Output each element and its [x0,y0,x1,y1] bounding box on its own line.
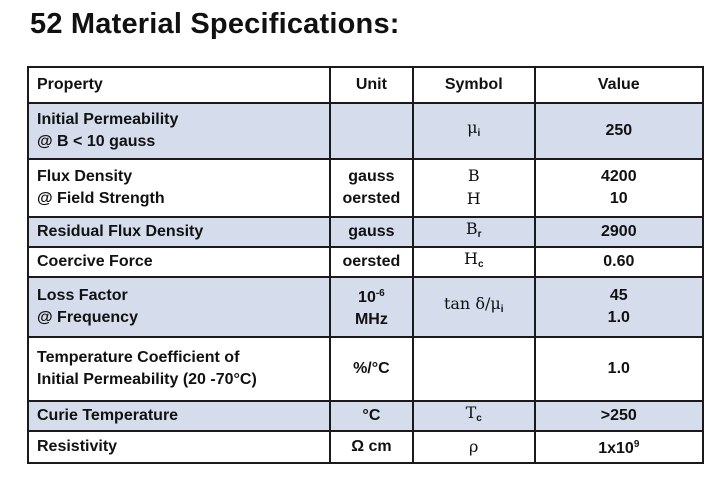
property-text: Loss Factor [37,287,128,304]
symbol-text: $T_c$ [465,403,482,424]
symbol-text: H [466,189,481,208]
symbol-text: B [467,166,480,185]
property-text: @ Field Strength [37,190,165,207]
symbol-text: $\tan \delta/\mu_i$ [443,294,504,315]
unit-text: gauss [348,223,395,240]
cell-value [535,103,703,159]
property-text: Curie Temperature [37,407,179,424]
unit-text: MHz [354,311,388,328]
unit-text: gauss [348,168,395,185]
table-row [28,217,703,247]
value-text: 4200 [601,168,637,185]
cell-property [28,103,330,159]
cell-unit [330,277,413,337]
property-text: @ Frequency [37,309,138,326]
cell-value [535,431,703,463]
property-text: Resistivity [37,438,118,455]
cell-symbol [413,277,535,337]
property-text: Temperature Coefficient of [37,349,240,366]
cell-property [28,337,330,401]
symbol-text [422,358,526,380]
table-row [28,431,703,463]
page-title: 52 Material Specifications: [30,8,400,40]
value-text: 1.0 [607,309,630,326]
property-text: Initial Permeability [37,111,179,128]
value-text: 1.0 [607,360,630,377]
cell-value [535,159,703,217]
material-spec-table [27,66,704,464]
cell-property [28,277,330,337]
header-symbol: Symbol [413,67,535,103]
symbol-text: $B_r$ [465,219,482,240]
cell-property [28,217,330,247]
unit-text: oersted [342,253,401,270]
cell-symbol [413,247,535,277]
cell-unit [330,103,413,159]
property-text: @ B < 10 gauss [37,133,156,150]
cell-symbol [413,337,535,401]
table-row [28,159,703,217]
symbol-text: $H_c$ [463,249,484,270]
cell-unit [330,159,413,217]
unit-text [339,120,404,142]
cell-property [28,401,330,431]
cell-unit [330,247,413,277]
cell-symbol [413,401,535,431]
cell-symbol [413,431,535,463]
header-value: Value [535,67,703,103]
unit-text: °C [362,407,381,424]
table-row [28,401,703,431]
value-text: 45 [609,287,628,304]
value-text: 2900 [601,223,637,240]
cell-unit [330,337,413,401]
header-row [28,67,703,103]
header-unit: Unit [330,67,413,103]
property-text: Initial Permeability (20 -70°C) [37,371,257,388]
table-row [28,337,703,401]
cell-symbol [413,159,535,217]
cell-value [535,277,703,337]
cell-property [28,159,330,217]
value-text: 0.60 [603,253,635,270]
header-property: Property [28,67,330,103]
property-text: Coercive Force [37,253,153,270]
table-row [28,247,703,277]
value-text: 10 [609,190,628,207]
table-row [28,277,703,337]
cell-unit [330,217,413,247]
symbol-text: $\mu_i$ [467,118,481,139]
cell-property [28,431,330,463]
value-text: 250 [605,122,633,139]
value-text: $1x10^9$ [598,439,640,457]
table-body [28,103,703,463]
cell-value [535,337,703,401]
cell-symbol [413,217,535,247]
cell-unit [330,401,413,431]
unit-text: oersted [342,190,401,207]
value-text: >250 [600,407,637,424]
cell-value [535,217,703,247]
unit-text: $10^{-6}$ [358,288,385,306]
property-text: Residual Flux Density [37,223,204,240]
cell-symbol [413,103,535,159]
cell-value [535,247,703,277]
cell-property [28,247,330,277]
cell-value [535,401,703,431]
unit-text: %/°C [353,360,390,377]
cell-unit [330,431,413,463]
unit-text: Ω cm [351,438,392,455]
symbol-text: ρ [469,436,479,456]
table-row [28,103,703,159]
property-text: Flux Density [37,168,133,185]
